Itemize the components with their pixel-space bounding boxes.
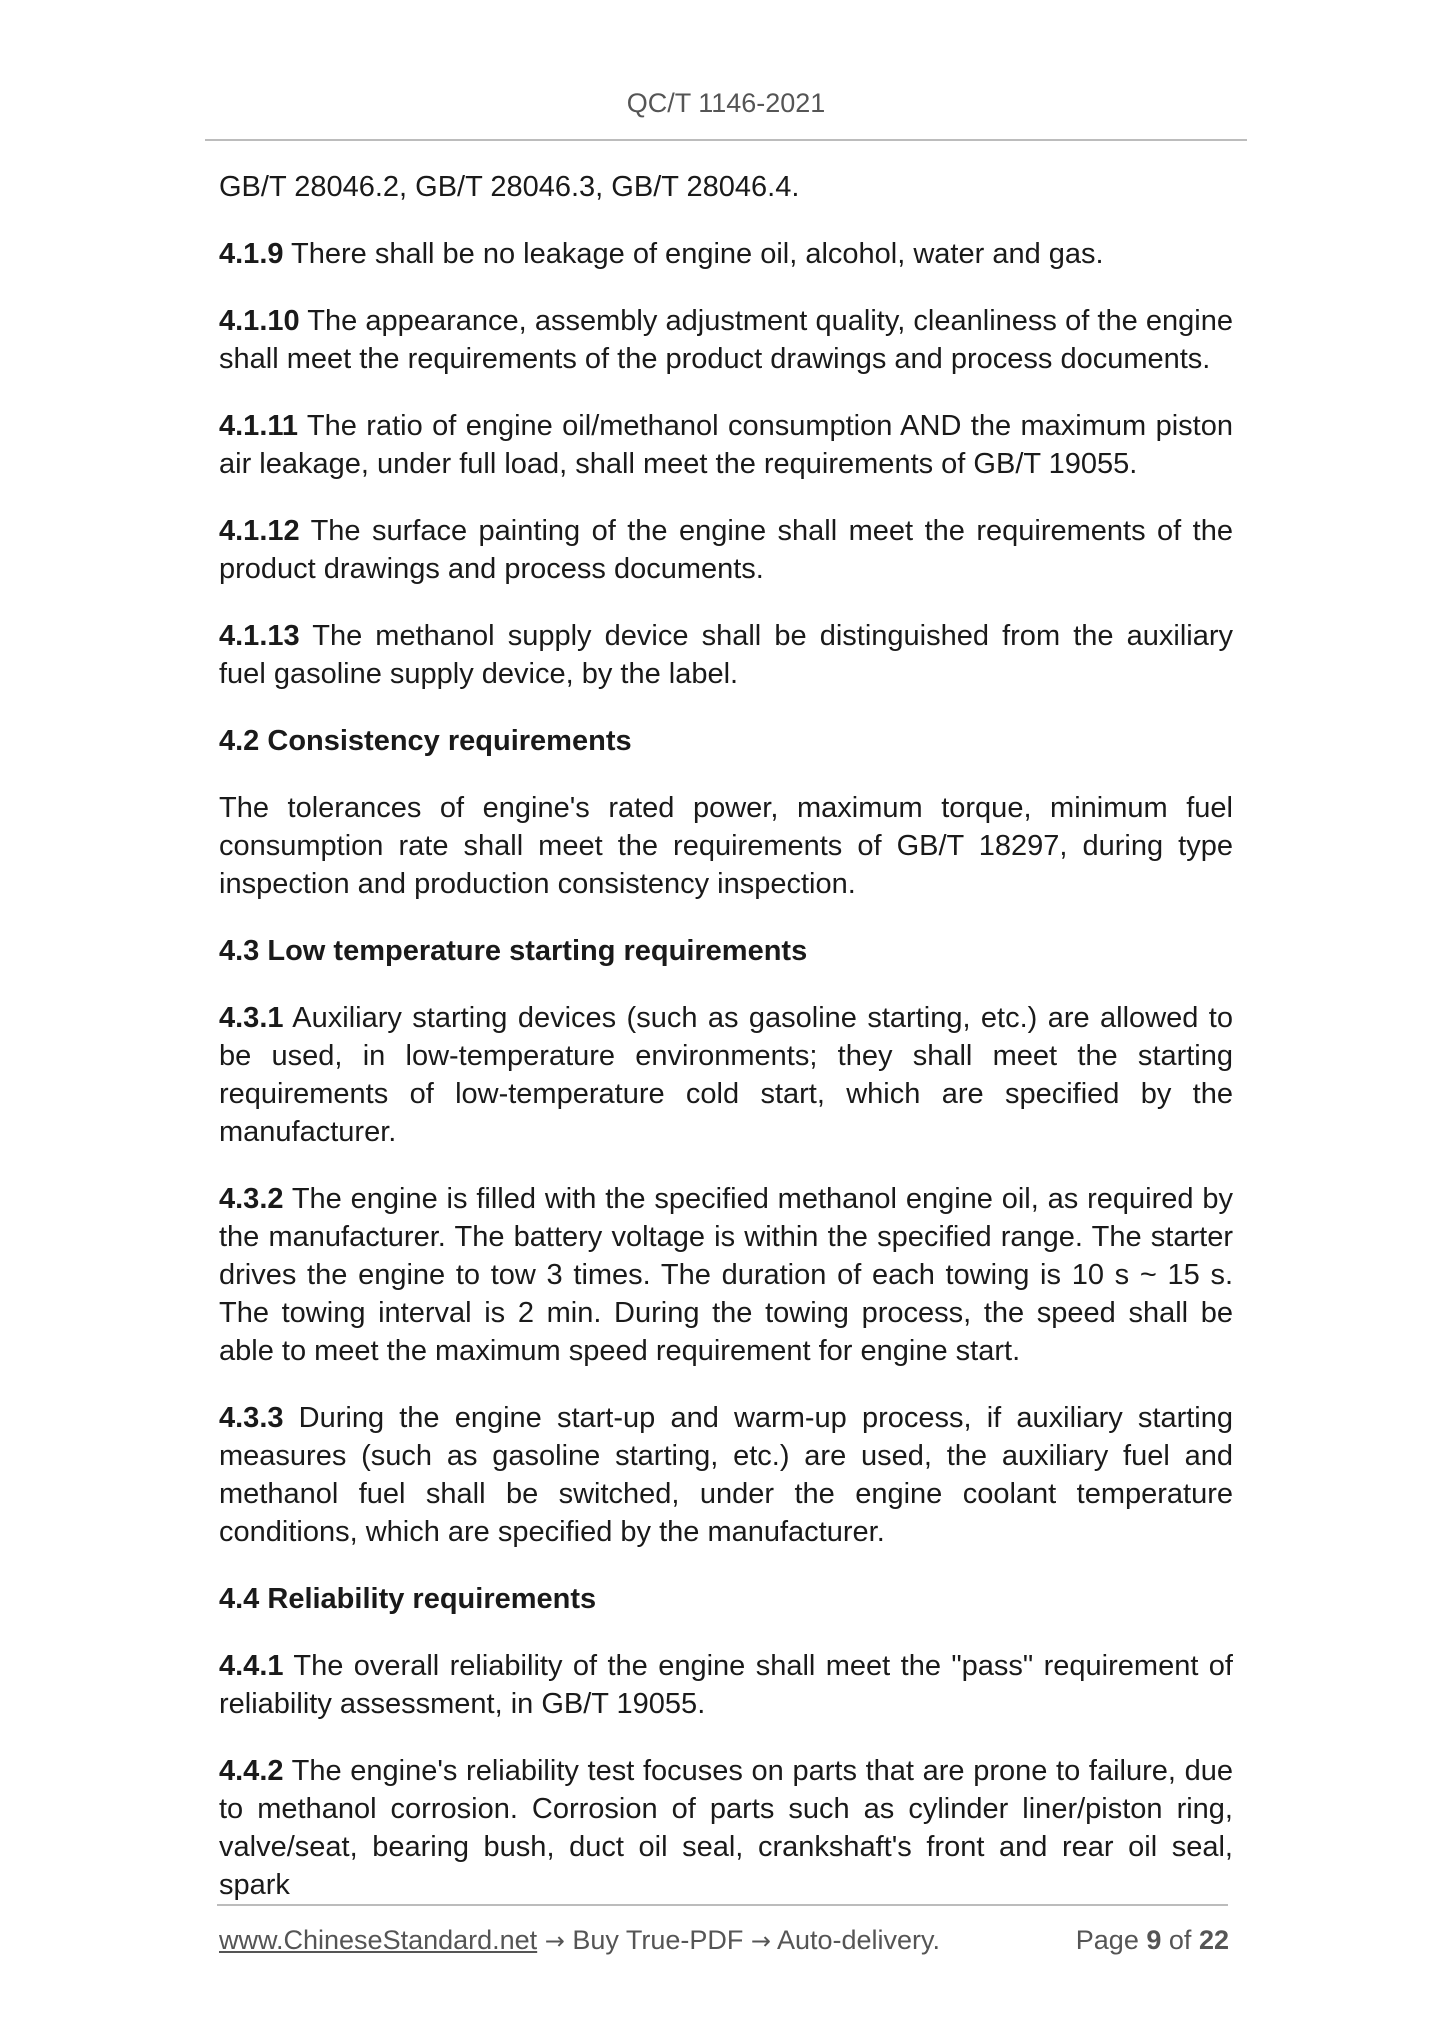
clause-text: The engine's reliability test focuses on parts that are prone to failure, due to methanol corrosion. Corrosion of parts such as cylinder liner/piston ring, valve/seat, bearing bush, duct oil seal, crankshaft's front and rear oil seal, spark (219, 1755, 1233, 1901)
arrow-right-icon: → (544, 1927, 565, 1955)
clause-text: Auxiliary starting devices (such as gasoline starting, etc.) are allowed to be used, in low-temperature environments; they shall meet the starting requirements of low-temperature cold start, which are specified by the manufacturer. (219, 1002, 1233, 1148)
section-heading-4-2: 4.2 Consistency requirements (219, 725, 632, 757)
clause-4-3-1 (219, 999, 1233, 1151)
section-heading-4-3: 4.3 Low temperature starting requirements (219, 935, 808, 967)
section-heading-4-4: 4.4 Reliability requirements (219, 1583, 597, 1615)
paragraph-text: The tolerances of engine's rated power, maximum torque, minimum fuel consumption rate shall meet the requirements of GB/T 18297, during type inspection and production consistency inspection. (219, 792, 1233, 900)
clause-text: The engine is filled with the specified methanol engine oil, as required by the manufacturer. The battery voltage is within the specified range. The starter drives the engine to tow 3 times. The duration of each towing is 10 s ~ 15 s. The towing interval is 2 min. During the towing process, the speed shall be able to meet the maximum speed requirement for engine start. (219, 1183, 1233, 1367)
clause-number: 4.4.1 (219, 1650, 284, 1682)
clause-number: 4.1.13 (219, 620, 300, 652)
clause-text: The overall reliability of the engine shall meet the "pass" requirement of reliability assessment, in GB/T 19055. (219, 1650, 1233, 1720)
header-divider (205, 139, 1247, 141)
auto-delivery-text: Auto-delivery. (770, 1925, 941, 1955)
clause-text: The methanol supply device shall be distinguished from the auxiliary fuel gasoline supply device, by the label. (219, 620, 1233, 690)
clause-4-3-2 (219, 1180, 1233, 1370)
document-code-header: QC/T 1146-2021 (626, 88, 826, 118)
clause-4-1-10 (219, 302, 1233, 378)
footer-promo (219, 1922, 940, 1959)
clause-text: There shall be no leakage of engine oil, alcohol, water and gas. (283, 238, 1104, 270)
website-link[interactable]: www.ChineseStandard.net (219, 1925, 538, 1955)
clause-4-1-11 (219, 407, 1233, 483)
paragraph-continuation (219, 168, 1233, 206)
clause-4-1-13 (219, 617, 1233, 693)
clause-number: 4.3.1 (219, 1002, 284, 1034)
clause-number: 4.3.3 (219, 1402, 284, 1434)
clause-text: During the engine start-up and warm-up process, if auxiliary starting measures (such as gasoline starting, etc.) are used, the auxiliary fuel and methanol fuel shall be switched, under the engine coolant temperature conditions, which are specified by the manufacturer. (219, 1402, 1233, 1548)
buy-pdf-text: Buy True-PDF (564, 1925, 751, 1955)
clause-number: 4.4.2 (219, 1755, 284, 1787)
footer-divider (217, 1904, 1228, 1906)
clause-number: 4.1.11 (219, 410, 299, 442)
clause-number: 4.1.12 (219, 515, 300, 547)
clause-text: The ratio of engine oil/methanol consumption AND the maximum piston air leakage, under full load, shall meet the requirements of GB/T 19055. (219, 410, 1233, 480)
clause-4-3-3 (219, 1399, 1233, 1551)
arrow-right-icon: → (750, 1927, 771, 1955)
clause-4-4-1 (219, 1647, 1233, 1723)
clause-4-1-9 (219, 235, 1233, 273)
clause-4-1-12 (219, 512, 1233, 588)
clause-4-4-2 (219, 1752, 1233, 1904)
page-indicator (1076, 1922, 1229, 1958)
current-page-number: 9 (1146, 1925, 1162, 1955)
paragraph-text: GB/T 28046.2, GB/T 28046.3, GB/T 28046.4. (219, 171, 800, 203)
clause-number: 4.3.2 (219, 1183, 284, 1215)
page-label: Page (1075, 1925, 1139, 1955)
of-label: of (1168, 1925, 1192, 1955)
clause-text: The surface painting of the engine shall meet the requirements of the product drawings and process documents. (219, 515, 1233, 585)
clause-number: 4.1.10 (219, 305, 300, 337)
section-4-2-paragraph (219, 789, 1233, 903)
clause-number: 4.1.9 (219, 238, 284, 270)
document-body (219, 168, 1233, 1933)
clause-text: The appearance, assembly adjustment quality, cleanliness of the engine shall meet the requirements of the product drawings and process documents. (219, 305, 1233, 375)
total-pages-number: 22 (1198, 1925, 1229, 1955)
